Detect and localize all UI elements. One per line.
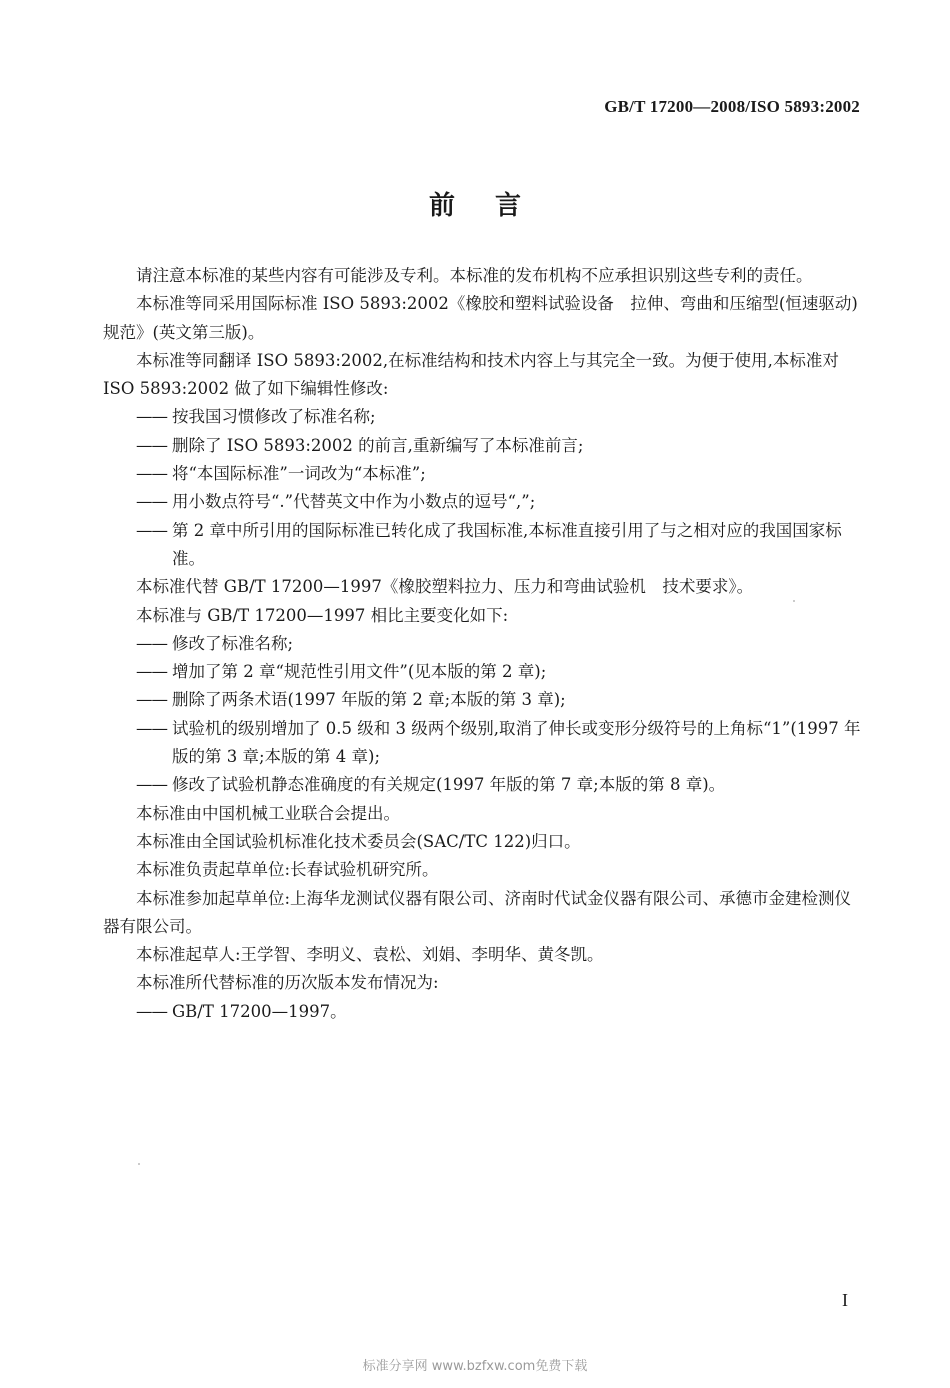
- paragraph-patent-notice: 请注意本标准的某些内容有可能涉及专利。本标准的发布机构不应承担识别这些专利的责任。: [136, 266, 813, 285]
- scan-speck: [138, 1163, 140, 1165]
- dash-symbol: ——: [136, 1001, 167, 1021]
- paragraph-participating-units: 本标准参加起草单位:上海华龙测试仪器有限公司、济南时代试金仪器有限公司、承德市金建检测仪器有限公司。: [103, 888, 852, 936]
- list-item: [103, 517, 863, 574]
- list-item-text: 试验机的级别增加了 0.5 级和 3 级两个级别,取消了伸长或变形分级符号的上角标“1”(1997 年版的第 3 章;本版的第 4 章);: [172, 718, 861, 767]
- page-number: I: [842, 1290, 848, 1310]
- page-title: 前言: [428, 191, 561, 221]
- list-item: [103, 432, 863, 460]
- list-item: [103, 403, 863, 431]
- list-item-text: 删除了 ISO 5893:2002 的前言,重新编写了本标准前言;: [172, 435, 584, 455]
- list-item: [103, 630, 863, 658]
- paragraph-drafters: 本标准起草人:王学智、李明义、袁松、刘娟、李明华、黄冬凯。: [136, 945, 604, 965]
- foreword-body: [103, 262, 863, 1026]
- main-changes-list: [103, 630, 863, 800]
- dash-symbol: ——: [136, 407, 167, 427]
- list-item: [103, 488, 863, 516]
- list-item-text: 按我国习惯修改了标准名称;: [172, 407, 376, 427]
- paragraph-proposer: 本标准由中国机械工业联合会提出。: [136, 803, 400, 823]
- list-item: [103, 686, 863, 714]
- previous-editions-list: [103, 998, 863, 1026]
- list-item-text: 用小数点符号“.”代替英文中作为小数点的逗号“,”;: [172, 492, 536, 512]
- paragraph-main-changes: 本标准与 GB/T 17200—1997 相比主要变化如下:: [136, 605, 509, 625]
- paragraph-translation: 本标准等同翻译 ISO 5893:2002,在标准结构和技术内容上与其完全一致。为便于使用,本标准对 ISO 5893:2002 做了如下编辑性修改:: [103, 350, 839, 399]
- scan-speck: [793, 600, 795, 602]
- list-item-text: 第 2 章中所引用的国际标准已转化成了我国标准,本标准直接引用了与之相对应的我国国家标准。: [172, 520, 842, 568]
- list-item: [103, 771, 863, 799]
- dash-symbol: ——: [136, 633, 167, 653]
- list-item-text: 删除了两条术语(1997 年版的第 2 章;本版的第 3 章);: [172, 690, 566, 710]
- paragraph-adoption: 本标准等同采用国际标准 ISO 5893:2002《橡胶和塑料试验设备 拉伸、弯曲和压缩型(恒速驱动)规范》(英文第三版)。: [103, 294, 858, 342]
- paragraph-committee: 本标准由全国试验机标准化技术委员会(SAC/TC 122)归口。: [136, 831, 581, 851]
- dash-symbol: ——: [136, 492, 167, 512]
- list-item: [103, 715, 863, 772]
- list-item-text: GB/T 17200—1997。: [172, 1001, 347, 1021]
- list-item-text: 增加了第 2 章“规范性引用文件”(见本版的第 2 章);: [172, 662, 547, 682]
- list-item: [103, 658, 863, 686]
- list-item-text: 修改了试验机静态准确度的有关规定(1997 年版的第 7 章;本版的第 8 章)。: [172, 775, 726, 795]
- dash-symbol: ——: [136, 775, 167, 795]
- editorial-changes-list: [103, 403, 863, 573]
- dash-symbol: ——: [136, 662, 167, 682]
- dash-symbol: ——: [136, 435, 167, 455]
- list-item-text: 修改了标准名称;: [172, 633, 294, 653]
- paragraph-replaces: 本标准代替 GB/T 17200—1997《橡胶塑料拉力、压力和弯曲试验机 技术要求》。: [136, 577, 754, 597]
- list-item: [103, 998, 863, 1026]
- dash-symbol: ——: [136, 520, 167, 540]
- dash-symbol: ——: [136, 464, 167, 484]
- list-item: [103, 460, 863, 488]
- list-item-text: 将“本国际标准”一词改为“本标准”;: [172, 464, 426, 484]
- dash-symbol: ——: [136, 690, 167, 710]
- dash-symbol: ——: [136, 718, 167, 738]
- paragraph-drafting-unit: 本标准负责起草单位:长春试验机研究所。: [136, 860, 439, 880]
- watermark: 标准分享网 www.bzfxw.com免费下载: [362, 1359, 588, 1374]
- standard-code: GB/T 17200—2008/ISO 5893:2002: [604, 97, 860, 116]
- paragraph-previous-editions: 本标准所代替标准的历次版本发布情况为:: [136, 973, 439, 993]
